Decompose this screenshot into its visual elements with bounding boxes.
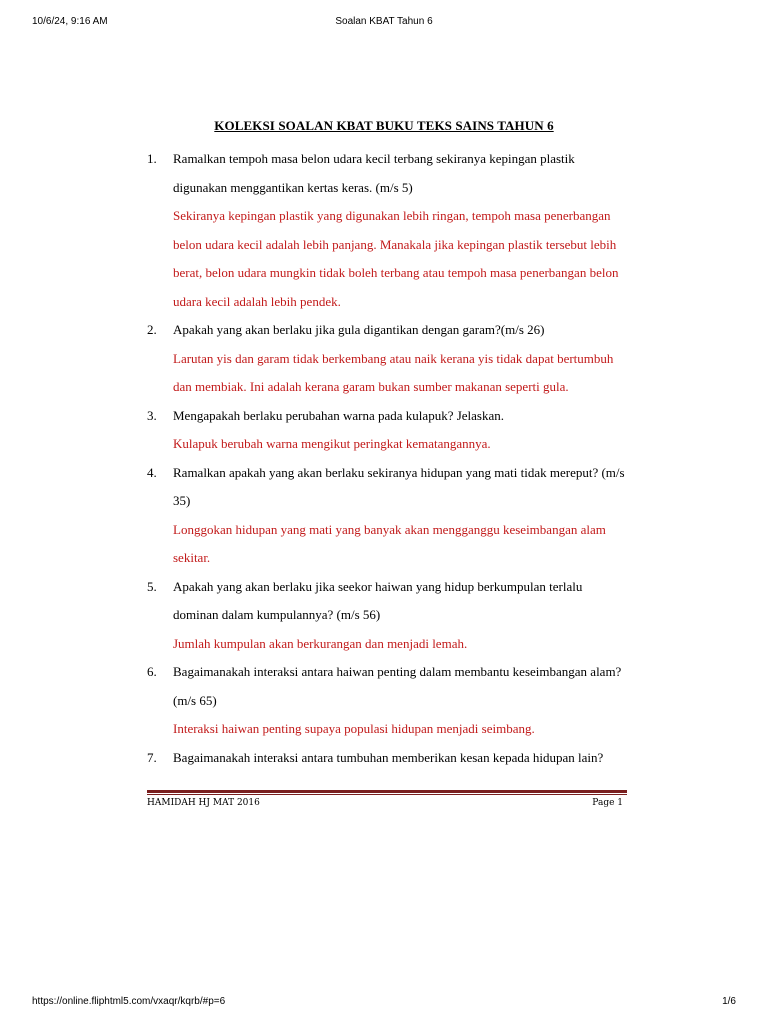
answer-text: Interaksi haiwan penting supaya populasi hidupan menjadi seimbang. [173, 721, 535, 736]
question-item [147, 744, 627, 773]
answer-text: Longgokan hidupan yang mati yang banyak akan mengganggu keseimbangan alam sekitar. [173, 521, 606, 565]
question-number: 2. [147, 322, 157, 337]
answer-text: Sekiranya kepingan plastik yang digunakan lebih ringan, tempoh masa penerbangan belon udara kecil adalah lebih panjang. Manakala jika kepingan plastik tersebut lebih berat, belon udara mungkin tidak boleh terbang atau tempoh masa penerbangan belon udara kecil adalah lebih pendek. [173, 208, 619, 309]
question-item [147, 316, 627, 402]
question-number: 7. [147, 749, 157, 765]
answer-text: Kulapuk berubah warna mengikut peringkat kematangannya. [173, 436, 491, 451]
print-datetime: 10/6/24, 9:16 AM [32, 16, 108, 27]
question-text: Ramalkan tempoh masa belon udara kecil terbang sekiranya kepingan plastik digunakan menggantikan kertas keras. (m/s 5) [173, 151, 575, 195]
footer-divider [147, 790, 627, 795]
question-text: Apakah yang akan berlaku jika gula digantikan dengan garam?(m/s 26) [173, 322, 545, 337]
print-page-count: 1/6 [722, 996, 736, 1007]
question-number: 4. [147, 464, 157, 480]
question-text: Apakah yang akan berlaku jika seekor haiwan yang hidup berkumpulan terlalu dominan dalam kumpulannya? (m/s 56) [173, 578, 583, 622]
print-header [32, 16, 736, 30]
question-number: 3. [147, 407, 157, 423]
question-item [147, 573, 627, 659]
print-url: https://online.fliphtml5.com/vxaqr/kqrb/#p=6 [32, 996, 226, 1007]
question-number: 6. [147, 664, 157, 679]
question-text: Bagaimanakah interaksi antara haiwan penting dalam membantu keseimbangan alam? (m/s 65) [173, 664, 622, 708]
answer-text: Jumlah kumpulan akan berkurangan dan menjadi lemah. [173, 635, 468, 651]
question-item [147, 459, 627, 573]
question-item [147, 402, 627, 459]
print-doc-title: Soalan KBAT Tahun 6 [335, 16, 433, 27]
footer-page-number: Page 1 [592, 798, 623, 808]
page-footer [147, 798, 623, 812]
question-text: Mengapakah berlaku perubahan warna pada kulapuk? Jelaskan. [173, 407, 504, 423]
answer-text: Larutan yis dan garam tidak berkembang atau naik kerana yis tidak dapat bertumbuh dan membiak. Ini adalah kerana garam bukan sumber makanan seperti gula. [173, 350, 614, 394]
question-list [147, 145, 627, 772]
document-title: KOLEKSI SOALAN KBAT BUKU TEKS SAINS TAHUN 6 [214, 118, 554, 133]
print-footer [32, 996, 736, 1010]
footer-author: HAMIDAH HJ MAT 2016 [147, 798, 260, 808]
question-number: 1. [147, 151, 157, 166]
question-text: Ramalkan apakah yang akan berlaku sekiranya hidupan yang mati tidak mereput? (m/s 35) [173, 464, 625, 508]
question-item [147, 658, 627, 744]
footer-divider-thin [147, 794, 627, 795]
footer-divider-thick [147, 790, 627, 793]
question-text: Bagaimanakah interaksi antara tumbuhan memberikan kesan kepada hidupan lain? [173, 749, 604, 765]
question-number: 5. [147, 578, 157, 594]
question-item [147, 145, 627, 316]
